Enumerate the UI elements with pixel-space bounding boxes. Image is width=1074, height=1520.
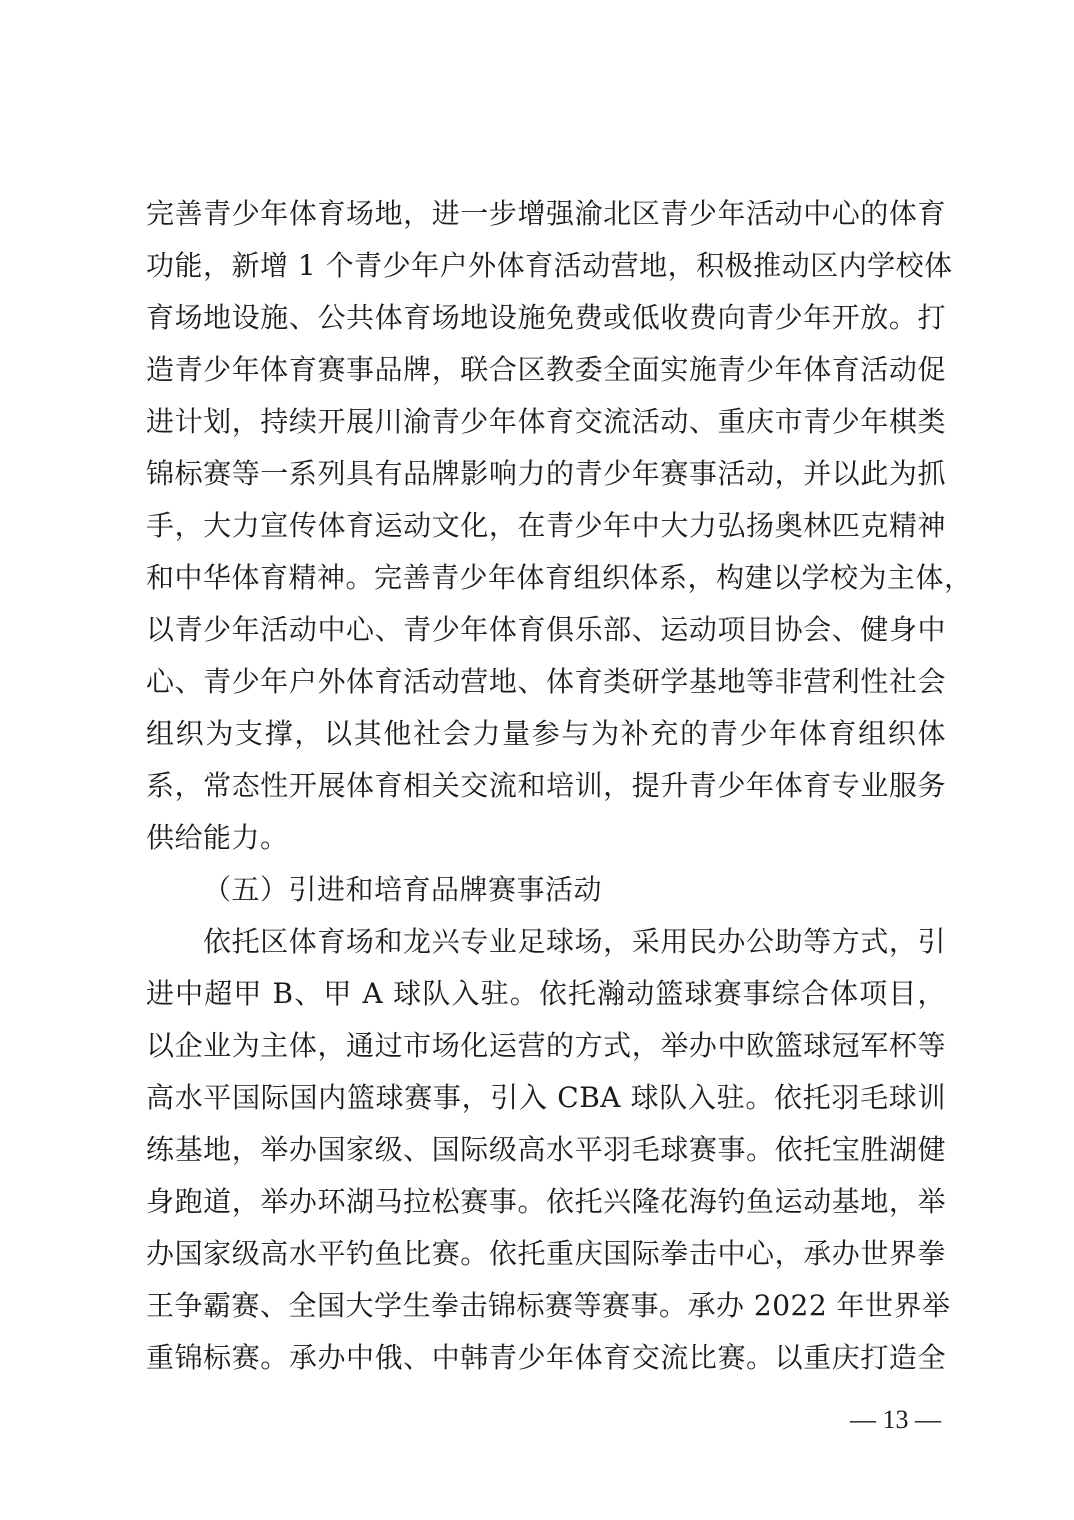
text-line: 进计划，持续开展川渝青少年体育交流活动、重庆市青少年棋类 xyxy=(146,405,946,438)
text-line: 和中华体育精神。完善青少年体育组织体系，构建以学校为主体， xyxy=(146,561,973,594)
paragraph-brand-events xyxy=(146,916,951,1384)
text-line: 完善青少年体育场地，进一步增强渝北区青少年活动中心的体育 xyxy=(146,197,946,230)
text-line: 手，大力宣传体育运动文化，在青少年中大力弘扬奥林匹克精神 xyxy=(146,509,946,542)
text-line: 以青少年活动中心、青少年体育俱乐部、运动项目协会、健身中 xyxy=(146,613,946,646)
text-line: 王争霸赛、全国大学生拳击锦标赛等赛事。承办 2022 年世界举 xyxy=(146,1289,951,1322)
paragraph-youth-sports xyxy=(146,188,973,864)
text-line: 心、青少年户外体育活动营地、体育类研学基地等非营利性社会 xyxy=(146,665,946,698)
text-line: 造青少年体育赛事品牌，联合区教委全面实施青少年体育活动促 xyxy=(146,353,946,386)
text-line: 系，常态性开展体育相关交流和培训，提升青少年体育专业服务 xyxy=(146,769,946,802)
text-line: 身跑道，举办环湖马拉松赛事。依托兴隆花海钓鱼运动基地，举 xyxy=(146,1185,946,1218)
text-line: 供给能力。 xyxy=(146,821,289,854)
text-line: 练基地，举办国家级、国际级高水平羽毛球赛事。依托宝胜湖健 xyxy=(146,1133,946,1166)
text-line: 高水平国际国内篮球赛事，引入 CBA 球队入驻。依托羽毛球训 xyxy=(146,1081,946,1114)
text-line: 锦标赛等一系列具有品牌影响力的青少年赛事活动，并以此为抓 xyxy=(146,457,946,490)
text-line: 以企业为主体，通过市场化运营的方式，举办中欧篮球冠军杯等 xyxy=(146,1029,946,1062)
section-heading: （五）引进和培育品牌赛事活动 xyxy=(203,873,603,906)
text-line: 办国家级高水平钓鱼比赛。依托重庆国际拳击中心，承办世界拳 xyxy=(146,1237,946,1270)
text-line: 依托区体育场和龙兴专业足球场，采用民办公助等方式，引 xyxy=(203,925,946,958)
body-text xyxy=(146,188,973,1384)
page-number: — 13 — xyxy=(850,1405,941,1434)
text-line: 重锦标赛。承办中俄、中韩青少年体育交流比赛。以重庆打造全 xyxy=(146,1341,946,1374)
text-line: 育场地设施、公共体育场地设施免费或低收费向青少年开放。打 xyxy=(146,301,946,334)
text-line: 进中超甲 B、甲 A 球队入驻。依托瀚动篮球赛事综合体项目， xyxy=(146,977,946,1010)
text-line: 组织为支撑，以其他社会力量参与为补充的青少年体育组织体 xyxy=(146,717,946,750)
text-line: 功能，新增 1 个青少年户外体育活动营地，积极推动区内学校体 xyxy=(146,249,953,282)
